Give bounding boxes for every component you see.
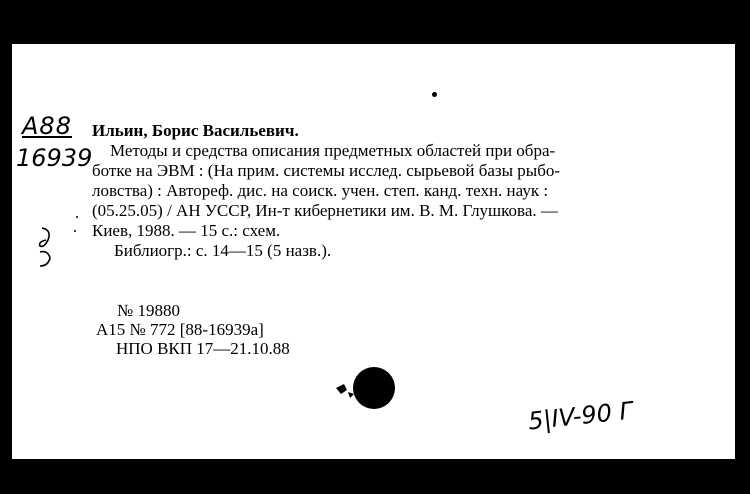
punch-hole bbox=[353, 367, 395, 409]
handwritten-inventory-number: 16939 bbox=[16, 144, 93, 172]
hole-smudge bbox=[334, 380, 358, 400]
ink-speck bbox=[432, 92, 437, 97]
handwritten-shelfmark: A88 bbox=[22, 112, 72, 140]
entry-line-3: ловства) : Автореф. дис. на соиск. учен. степ. канд. техн. наук : bbox=[92, 181, 549, 200]
ink-speck bbox=[76, 216, 78, 218]
entry-line-4: (05.25.05) / АН УССР, Ин-т кибернетики им. В. М. Глушкова. — bbox=[92, 201, 558, 220]
ink-speck bbox=[74, 230, 76, 232]
entry-line-2: ботке на ЭВМ : (На прим. системы исслед. сырьевой базы рыбо- bbox=[92, 161, 561, 180]
catalog-card bbox=[12, 44, 735, 459]
entry-line-5: Киев, 1988. — 15 с.: схем. bbox=[92, 221, 281, 240]
registration-npo: НПО ВКП 17—21.10.88 bbox=[116, 339, 290, 358]
registration-number: № 19880 bbox=[117, 301, 180, 320]
handwritten-date-note: 5|IV-90 Г bbox=[526, 396, 635, 436]
entry-line-1: Методы и средства описания предметных областей при обра- bbox=[110, 141, 556, 160]
registration-code: А15 № 772 [88-16939а] bbox=[96, 320, 264, 339]
margin-scribble bbox=[36, 224, 58, 272]
author-heading: Ильин, Борис Васильевич. bbox=[92, 121, 299, 140]
entry-line-6: Библиогр.: с. 14—15 (5 назв.). bbox=[114, 241, 332, 260]
